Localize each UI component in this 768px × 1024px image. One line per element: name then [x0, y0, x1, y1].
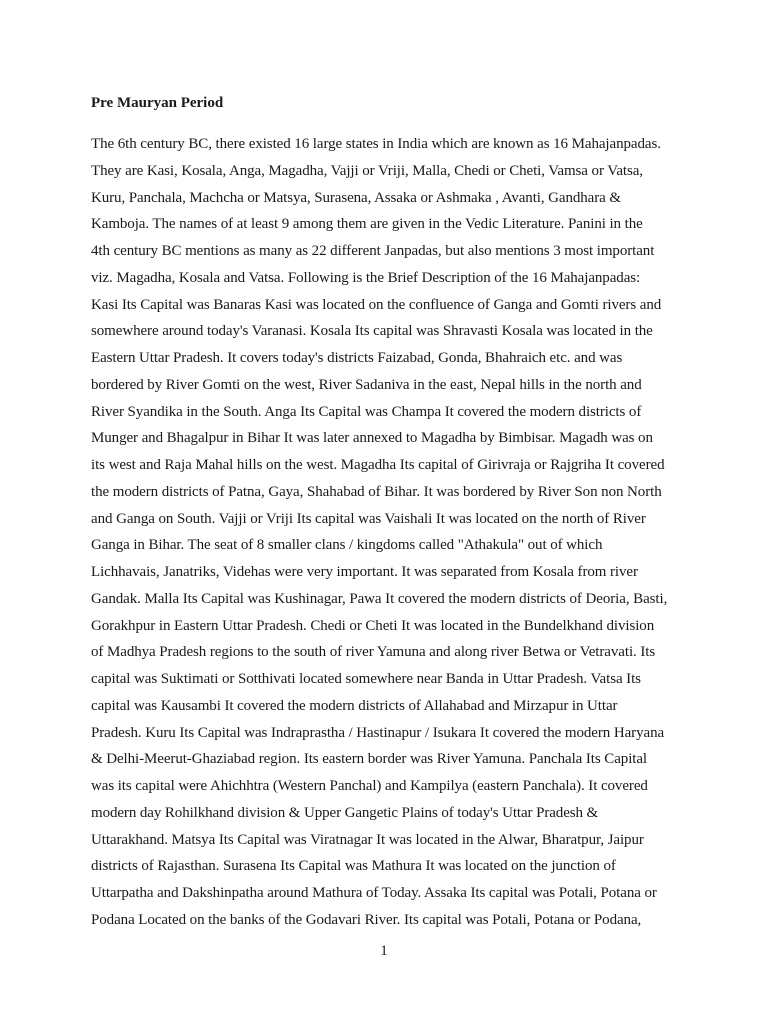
document-title: Pre Mauryan Period — [91, 95, 224, 111]
body-text-line: Uttarpatha and Dakshinpatha around Mathura of Today. Assaka Its capital was Potali, Potana or — [91, 885, 657, 901]
body-text-line: Eastern Uttar Pradesh. It covers today's districts Faizabad, Gonda, Bhahraich etc. and was — [91, 350, 623, 366]
body-text-line: Gandak. Malla Its Capital was Kushinagar, Pawa It covered the modern districts of Deoria, Basti, — [91, 590, 668, 607]
body-text-line: Lichhavais, Janatriks, Videhas were very important. It was separated from Kosala from river — [91, 564, 638, 580]
body-text-line: Kamboja. The names of at least 9 among them are given in the Vedic Literature. Panini in the — [91, 216, 643, 233]
body-text-line: Kasi Its Capital was Banaras Kasi was located on the confluence of Ganga and Gomti rivers and — [91, 296, 662, 313]
body-text-line: capital was Kausambi It covered the modern districts of Allahabad and Mirzapur in Uttar — [91, 697, 618, 714]
body-text-line: bordered by River Gomti on the west, River Sadaniva in the east, Nepal hills in the north and — [91, 376, 642, 393]
body-text-line: capital was Suktimati or Sotthivati located somewhere near Banda in Uttar Pradesh. Vatsa Its — [91, 671, 641, 687]
body-text-line: districts of Rajasthan. Surasena Its Capital was Mathura It was located on the junction of — [91, 858, 616, 875]
body-text-line: Ganga in Bihar. The seat of 8 smaller clans / kingdoms called "Athakula" out of which — [91, 537, 603, 554]
body-text-line: They are Kasi, Kosala, Anga, Magadha, Vajji or Vriji, Malla, Chedi or Cheti, Vamsa or Vatsa, — [91, 162, 643, 179]
body-text-line: and Ganga on South. Vajji or Vriji Its capital was Vaishali It was located on the north of River — [91, 510, 646, 527]
body-text-line: viz. Magadha, Kosala and Vatsa. Following is the Brief Description of the 16 Mahajanpadas: — [91, 269, 641, 286]
body-text-line: Gorakhpur in Eastern Uttar Pradesh. Chedi or Cheti It was located in the Bundelkhand division — [91, 617, 655, 634]
body-text-line: 4th century BC mentions as many as 22 different Janpadas, but also mentions 3 most important — [91, 243, 655, 259]
body-text-line: was its capital were Ahichhtra (Western Panchal) and Kampilya (eastern Panchala). It covered — [91, 778, 648, 794]
body-text-line: Pradesh. Kuru Its Capital was Indraprastha / Hastinapur / Isukara It covered the modern Haryana — [91, 724, 665, 741]
body-text-line: somewhere around today's Varanasi. Kosala Its capital was Shravasti Kosala was located in the — [91, 323, 653, 340]
body-text-line: the modern districts of Patna, Gaya, Shahabad of Bihar. It was bordered by River Son non North — [91, 483, 662, 500]
body-text-line: Kuru, Panchala, Machcha or Matsya, Surasena, Assaka or Ashmaka , Avanti, Gandhara & — [91, 189, 621, 206]
body-text-line: & Delhi-Meerut-Ghaziabad region. Its eastern border was River Yamuna. Panchala Its Capital — [91, 751, 647, 768]
body-text-line: The 6th century BC, there existed 16 large states in India which are known as 16 Mahajanpadas. — [91, 136, 661, 152]
body-text-line: Uttarakhand. Matsya Its Capital was Viratnagar It was located in the Alwar, Bharatpur, Jaipur — [91, 831, 644, 848]
document-body — [91, 131, 691, 934]
body-text-line: of Madhya Pradesh regions to the south of river Yamuna and along river Betwa or Vetravati. Its — [91, 644, 656, 661]
body-text-line: modern day Rohilkhand division & Upper Gangetic Plains of today's Uttar Pradesh & — [91, 804, 599, 821]
body-text-line: Munger and Bhagalpur in Bihar It was later annexed to Magadha by Bimbisar. Magadh was on — [91, 430, 653, 447]
body-text-line: Podana Located on the banks of the Godavari River. Its capital was Potali, Potana or Podana, — [91, 911, 642, 928]
page-number: 1 — [380, 943, 388, 959]
body-text-line: River Syandika in the South. Anga Its Capital was Champa It covered the modern districts of — [91, 403, 642, 420]
body-text-line: its west and Raja Mahal hills on the west. Magadha Its capital of Girivraja or Rajgriha It covered — [91, 457, 665, 473]
